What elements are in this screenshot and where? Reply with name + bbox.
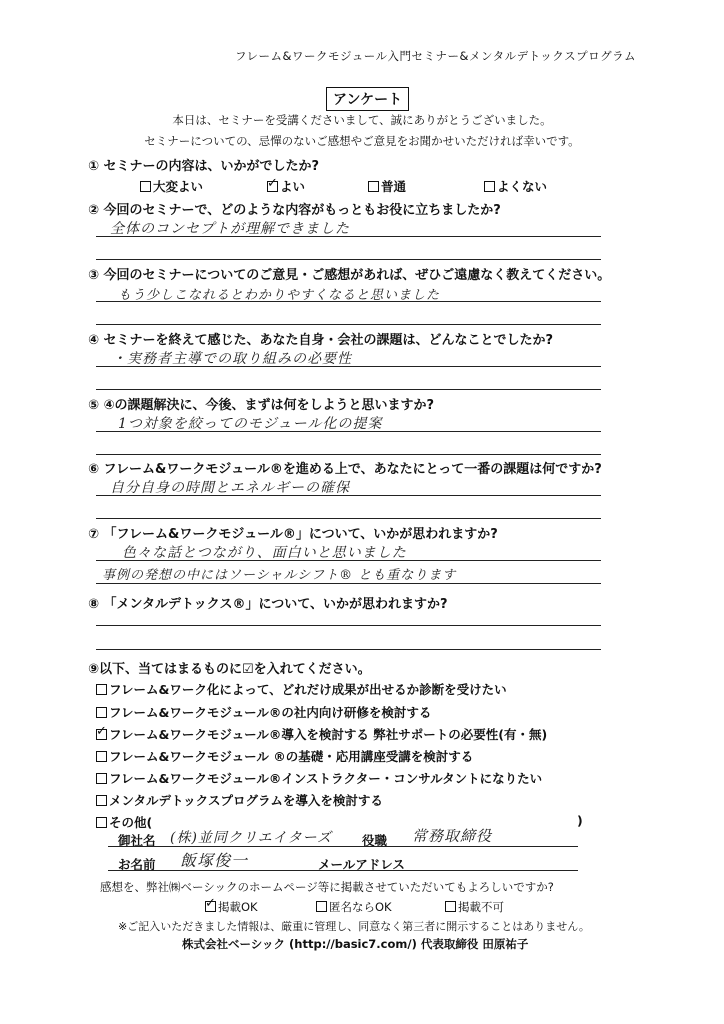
- answer-line: [96, 236, 601, 237]
- company-value[interactable]: (株)並同クリエイターズ: [170, 830, 332, 846]
- checkbox-icon[interactable]: [96, 684, 107, 695]
- answer-line: [96, 389, 601, 390]
- q4-answer[interactable]: ・実務者主導での取り組みの必要性: [112, 351, 352, 367]
- checkbox-icon[interactable]: [140, 181, 151, 192]
- question-5: ⑤ ④の課題解決に、今後、まずは何をしようと思いますか?: [88, 398, 435, 413]
- question-4: ④ セミナーを終えて感じた、あなた自身・会社の課題は、どんなことでしたか?: [88, 333, 554, 348]
- name-value[interactable]: 飯塚俊一: [180, 851, 249, 870]
- question-2: ② 今回のセミナーで、どのような内容がもっともお役に立ちましたか?: [88, 203, 501, 218]
- footer: 株式会社ベーシック (http://basic7.com/) 代表取締役 田原祐子: [182, 937, 529, 951]
- q7-answer-2[interactable]: 事例の発想の中にはソーシャルシフト® とも重なります: [102, 568, 457, 583]
- checkbox-icon[interactable]: [96, 751, 107, 762]
- question-1: ① セミナーの内容は、いかがでしたか?: [88, 159, 320, 174]
- checkbox-icon[interactable]: [96, 773, 107, 784]
- answer-line: [96, 649, 601, 650]
- company-label: 御社名: [118, 833, 156, 848]
- intro-line-1: 本日は、セミナーを受講くださいまして、誠にありがとうございました。: [172, 113, 552, 127]
- q1-option-1[interactable]: 大変よい: [140, 177, 203, 195]
- answer-line: [96, 560, 601, 561]
- answer-line: [96, 518, 601, 519]
- q5-answer[interactable]: 1つ対象を絞ってのモジュール化の提案: [118, 416, 383, 432]
- answer-line: [96, 625, 601, 626]
- answer-line: [96, 454, 601, 455]
- q1-option-3[interactable]: 普通: [368, 177, 406, 195]
- checkbox-icon[interactable]: [484, 181, 495, 192]
- q9-item-6[interactable]: メンタルデトックスプログラムを導入を検討する: [96, 791, 383, 809]
- checkbox-icon[interactable]: [316, 901, 327, 912]
- intro-line-2: セミナーについての、忌憚のないご感想やご意見をお聞かせいただければ幸いです。: [144, 134, 580, 148]
- q2-answer[interactable]: 全体のコンセプトが理解できました: [110, 221, 350, 237]
- q9-item-4[interactable]: フレーム&ワークモジュール ®の基礎・応用講座受講を検討する: [96, 747, 473, 765]
- consent-option-1[interactable]: ✓掲載OK: [205, 899, 258, 915]
- name-label: お名前: [118, 857, 156, 872]
- consent-option-2[interactable]: 匿名ならOK: [316, 899, 392, 915]
- q3-answer[interactable]: もう少しこなれるとわかりやすくなると思いました: [118, 288, 441, 303]
- field-line: [108, 846, 578, 847]
- checkbox-icon[interactable]: [368, 181, 379, 192]
- q9-item-7[interactable]: その他(: [96, 813, 152, 831]
- other-close-paren: ): [577, 813, 583, 828]
- checked-checkbox-icon[interactable]: [205, 901, 216, 912]
- q7-answer-1[interactable]: 色々な話とつながり、面白いと思いました: [122, 545, 407, 561]
- checkbox-icon[interactable]: [96, 707, 107, 718]
- answer-line: [96, 366, 601, 367]
- answer-line: [96, 259, 601, 260]
- q1-option-2[interactable]: ✓ よい: [267, 177, 305, 195]
- q1-option-4[interactable]: よくない: [484, 177, 547, 195]
- question-3: ③ 今回のセミナーについてのご意見・ご感想があれば、ぜひご遠慮なく教えてください。: [88, 268, 611, 283]
- document-header: フレーム&ワークモジュール入門セミナー&メンタルデトックスプログラム: [235, 49, 636, 63]
- question-7: ⑦ 「フレーム&ワークモジュール®」について、いかが思われますか?: [88, 527, 498, 542]
- field-line: [108, 870, 578, 871]
- question-9: ⑨以下、当てはまるものに☑を入れてください。: [88, 662, 371, 677]
- position-label: 役職: [362, 833, 388, 848]
- privacy-note: ※ご記入いただきました情報は、厳重に管理し、同意なく第三者に開示することはありません。: [118, 920, 590, 933]
- q9-item-3[interactable]: ✓フレーム&ワークモジュール®導入を検討する 弊社サポートの必要性(有・無): [96, 725, 547, 743]
- answer-line: [96, 301, 601, 302]
- question-8: ⑧ 「メンタルデトックス®」について、いかが思われますか?: [88, 597, 448, 612]
- q6-answer[interactable]: 自分自身の時間とエネルギーの確保: [110, 480, 350, 496]
- consent-question: 感想を、弊社㈱ベーシックのホームページ等に掲載させていただいてもよろしいですか?: [100, 880, 554, 894]
- answer-line: [96, 495, 601, 496]
- question-6: ⑥ フレーム&ワークモジュール®を進める上で、あなたにとって一番の課題は何ですか?: [88, 462, 602, 477]
- checkbox-icon[interactable]: [96, 795, 107, 806]
- email-label: メールアドレス: [318, 857, 405, 872]
- checkbox-icon[interactable]: [96, 817, 107, 828]
- answer-line: [96, 324, 601, 325]
- checkbox-icon[interactable]: [445, 901, 456, 912]
- checked-checkbox-icon[interactable]: [96, 729, 107, 740]
- answer-line: [96, 431, 601, 432]
- q9-item-5[interactable]: フレーム&ワークモジュール®インストラクター・コンサルタントになりたい: [96, 769, 542, 787]
- consent-option-3[interactable]: 掲載不可: [445, 899, 504, 915]
- q9-item-2[interactable]: フレーム&ワークモジュール®の社内向け研修を検討する: [96, 703, 431, 721]
- checked-checkbox-icon[interactable]: [267, 181, 278, 192]
- answer-line: [96, 583, 601, 584]
- q9-item-1[interactable]: フレーム&ワーク化によって、どれだけ成果が出せるか診断を受けたい: [96, 680, 507, 698]
- survey-title: アンケート: [326, 87, 409, 111]
- position-value[interactable]: 常務取締役: [412, 827, 493, 845]
